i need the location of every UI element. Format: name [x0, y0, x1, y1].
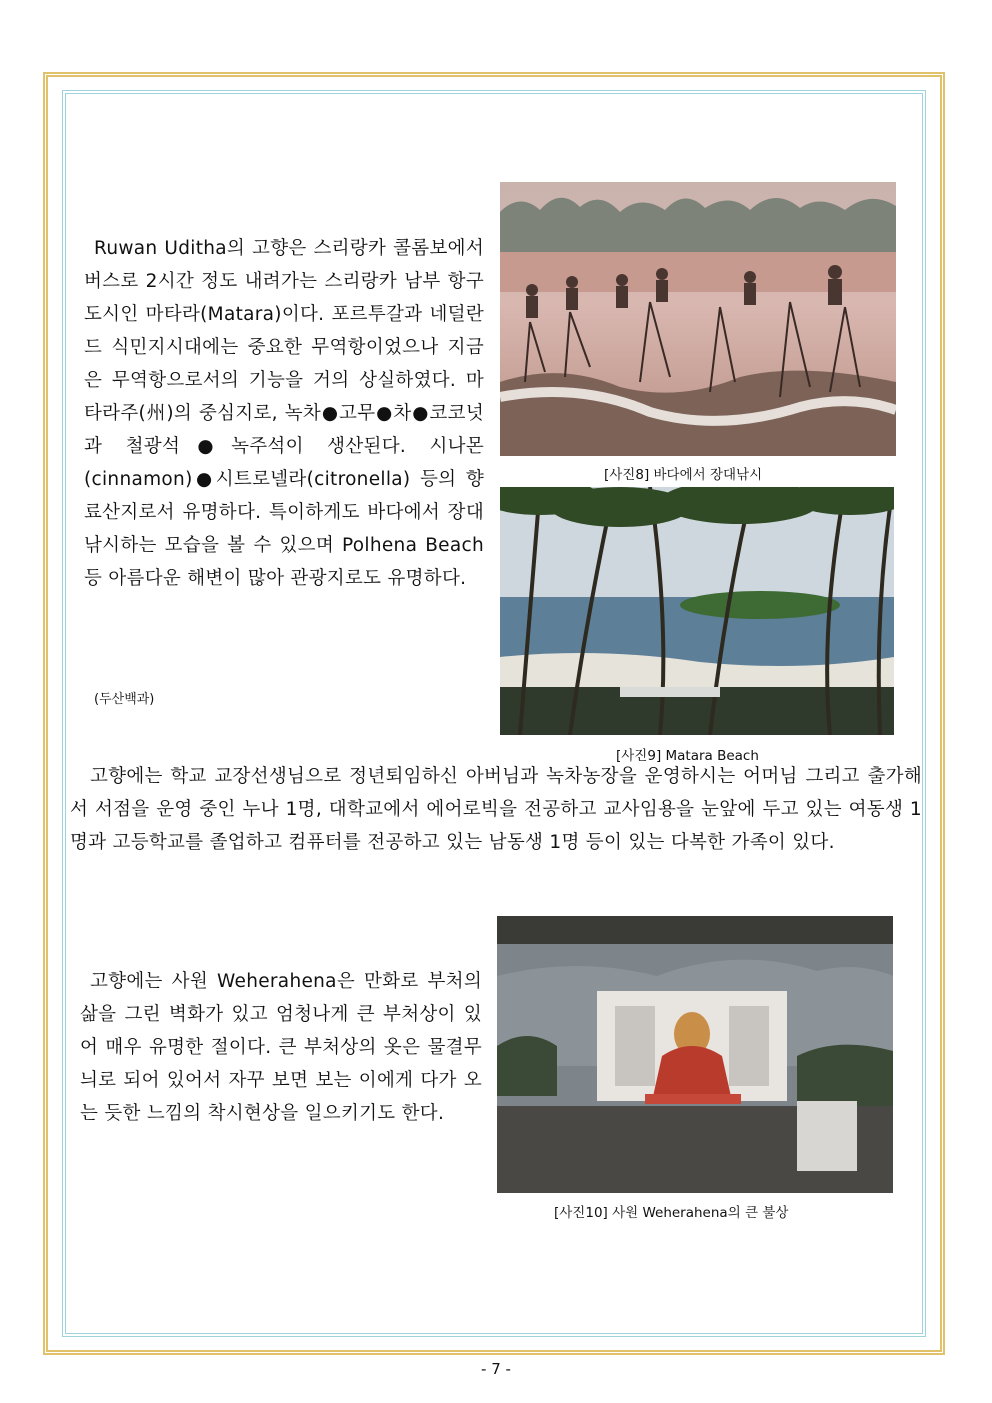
- photo-weherahena-buddha: [497, 916, 893, 1193]
- caption-photo9: [사진9] Matara Beach: [616, 748, 759, 764]
- photo-matara-beach: [500, 487, 894, 735]
- caption-photo10: [사진10] 사원 Weherahena의 큰 불상: [554, 1205, 789, 1221]
- caption-photo8: [사진8] 바다에서 장대낚시: [604, 467, 763, 483]
- page-number: - 7 -: [481, 1360, 511, 1378]
- paragraph-family: 고향에는 학교 교장선생님으로 정년퇴임하신 아버님과 녹차농장을 운영하시는 어머님 그리고 출가해서 서점을 운영 중인 누나 1명, 대학교에서 에어로빅을 전공하고 교사임용을 눈앞에 두고 있는 여동생 1명과 고등학교를 졸업하고 컴퓨터를 전공하고 있는 남동생 1명 등이 있는 다복한 가족이 있다.: [70, 766, 922, 853]
- paragraph-matara-intro: Ruwan Uditha의 고향은 스리랑카 콜롬보에서 버스로 2시간 정도 내려가는 스리랑카 남부 항구도시인 마타라(Matara)이다. 포르투갈과 네덜란드 식민지시대에는 중요한 무역항이었으나 지금은 무역항으로서의 기능을 거의 상실하였다. 마타라주(州)의 중심지로, 녹차●고무●차●코코넛과 철광석●녹주석이 생산된다. 시나몬(cinnamon)●시트로넬라(citronella) 등의 향료산지로서 유명하다. 특이하게도 바다에서 장대낚시하는 모습을 볼 수 있으며 Polhena Beach 등 아름다운 해변이 많아 관광지로도 유명하다.: [84, 238, 484, 589]
- paragraph-weherahena: 고향에는 사원 Weherahena은 만화로 부처의 삶을 그린 벽화가 있고 엄청나게 큰 부처상이 있어 매우 유명한 절이다. 큰 부처상의 옷은 물결무늬로 되어 있어서 자꾸 보면 보는 이에게 다가 오는 듯한 느낌의 착시현상을 일으키기도 한다.: [80, 971, 482, 1124]
- source-note: (두산백과): [94, 692, 155, 707]
- photo-stilt-fishing: [500, 182, 896, 456]
